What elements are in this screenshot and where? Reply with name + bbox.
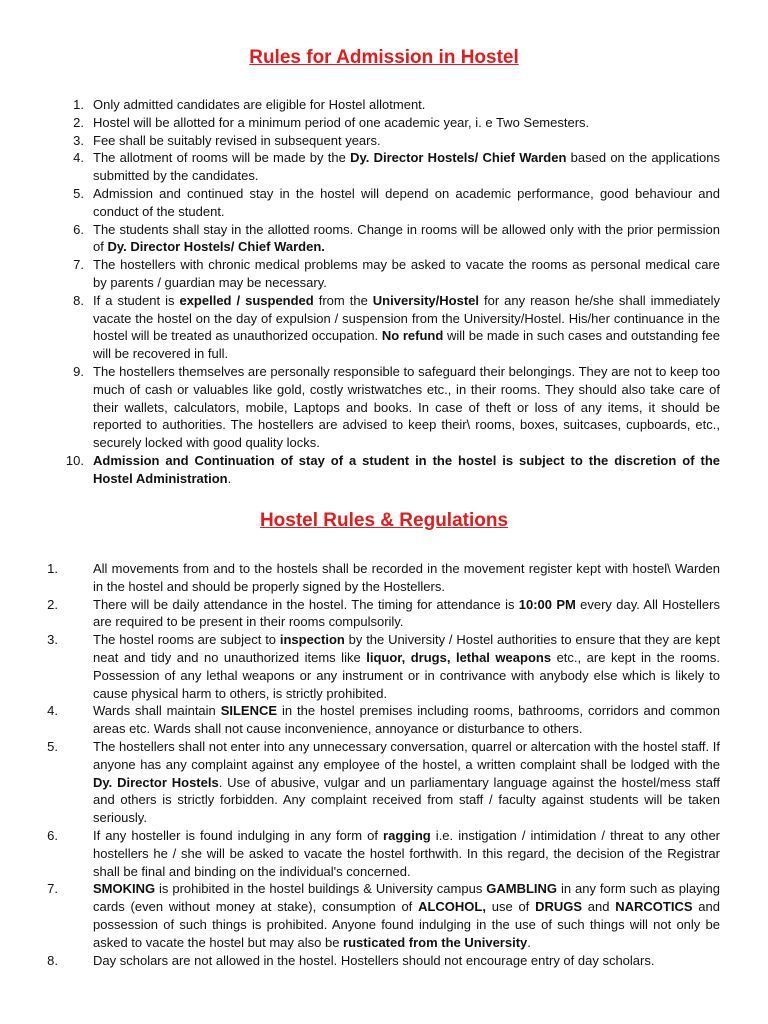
admission-rules-list — [0, 96, 768, 488]
item-text: If a student is — [93, 292, 180, 308]
item-text-bold: SMOKING — [93, 881, 156, 897]
list-item — [0, 952, 768, 970]
hostel-regulations-title: Hostel Rules & Regulations — [259, 510, 509, 531]
list-item — [0, 827, 768, 880]
item-number: 2. — [47, 596, 58, 612]
item-text: If any hosteller is found indulging in any form of — [93, 827, 384, 843]
item-text: The students shall stay in the allotted rooms. Change in rooms will be allowed only with the prior permission of — [93, 221, 720, 255]
item-text: Fee shall be suitably revised in subsequent years. — [93, 132, 381, 148]
list-item — [0, 114, 768, 132]
item-text: by the University / Hostel authorities to ensure that they are kept neat and tidy and no unauthorized items like — [93, 632, 720, 665]
list-item — [0, 256, 768, 292]
list-item — [0, 452, 768, 488]
item-text: Wards shall maintain — [93, 703, 221, 719]
item-number: 6. — [47, 827, 58, 843]
list-item — [0, 221, 768, 257]
item-number: 1. — [47, 561, 58, 576]
item-text-bold: Dy. Director Hostels/ Chief Warden — [350, 150, 567, 166]
item-text-bold: GAMBLING — [486, 881, 558, 897]
item-text: will be made in such cases and outstanding fee will be recovered in full. — [93, 328, 720, 362]
item-text: use of — [485, 899, 536, 915]
item-number: 1. — [73, 97, 84, 112]
item-text: every day. All Hostellers are required to be present in their rooms compulsorily. — [93, 596, 720, 630]
item-number: 7. — [47, 881, 58, 897]
item-text: and possession of such things is prohibited. Anyone found indulging in the use of such things will not only be asked to vacate the hostel but may also be — [93, 899, 720, 950]
item-number: 5. — [73, 185, 84, 201]
item-text-bold: NARCOTICS — [615, 899, 693, 915]
item-text: i.e. instigation / intimidation / threat to any other hostellers he / she will be asked to vacate the hostel forthwith. In this regard, the decision of the Registrar shall be final and binding on the individual's concerned. — [93, 827, 721, 879]
item-text-bold: expelled / suspended — [179, 292, 314, 308]
item-text: from the — [313, 292, 373, 308]
item-number: 6. — [73, 221, 84, 237]
item-text: The hostellers themselves are personally responsible to safeguard their belongings. They are not to keep too much of cash or valuables like gold, costly wristwatches etc., in their rooms. They should also take care of their wallets, calculators, mobile, Laptops and books. In case of theft or loss of any items, it should be reported to authorities. The hostellers are advised to keep their\ rooms, boxes, suitcases, cupboards, etc., securely locked with good quality locks. — [93, 363, 720, 451]
item-text-bold: ALCOHOL, — [418, 899, 486, 915]
list-item — [0, 132, 768, 150]
item-number: 3. — [73, 132, 84, 148]
item-text: based on the applications submitted by the candidates. — [93, 150, 720, 184]
list-item — [0, 702, 768, 738]
list-item — [0, 363, 768, 452]
item-number: 9. — [73, 363, 84, 379]
item-text: etc., are kept in the rooms. Possession of any lethal weapons or any instrument or in contrivance with anybody else which is likely to cause physical harm to others, is strictly prohibited. — [93, 649, 720, 701]
item-text: and — [582, 899, 616, 915]
admission-rules-title: Rules for Admission in Hostel — [249, 47, 519, 68]
item-text-bold: DRUGS — [535, 899, 583, 915]
item-number: 7. — [73, 257, 84, 273]
item-text: . Use of abusive, vulgar and un parliamentary language against the hostel/mess staff and others is strictly forbidden. Any complaint received from staff / faculty against students will be taken seriously. — [93, 774, 721, 826]
item-text: The hostel rooms are subject to — [93, 632, 280, 648]
item-text-bold: SILENCE — [220, 703, 278, 719]
list-item — [0, 292, 768, 363]
list-item — [0, 631, 768, 702]
item-number: 4. — [47, 703, 58, 719]
item-text: in the hostel premises including rooms, bathrooms, corridors and common areas etc. Wards shall not cause inconvenience, annoyance or disturbance to others. — [93, 703, 720, 737]
list-item — [0, 96, 768, 114]
item-text: The hostellers with chronic medical problems may be asked to vacate the rooms as personal medical care by parents / guardian may be necessary. — [93, 257, 720, 290]
list-item — [0, 560, 768, 596]
item-text: Day scholars are not allowed in the hostel. Hostellers should not encourage entry of day scholars. — [93, 952, 655, 968]
item-number: 4. — [73, 150, 84, 166]
item-text: The hostellers shall not enter into any unnecessary conversation, quarrel or altercation with the hostel staff. If anyone has any complaint against any employee of the hostel, a written complaint shall be lodged with the — [93, 738, 720, 772]
item-number: 5. — [47, 738, 58, 754]
list-item — [0, 185, 768, 221]
item-text: Only admitted candidates are eligible for Hostel allotment. — [93, 97, 426, 112]
item-text: There will be daily attendance in the hostel. The timing for attendance is — [93, 596, 519, 612]
item-number: 2. — [73, 114, 84, 130]
list-item — [0, 880, 768, 951]
item-text: Admission and continued stay in the hostel will depend on academic performance, good behaviour and conduct of the student. — [93, 185, 720, 219]
item-text-bold: Admission and Continuation of stay of a student in the hostel is subject to the discretion of the Hostel Administration — [93, 452, 720, 486]
item-text-bold: ragging — [383, 827, 431, 843]
hostel-regulations-list — [0, 560, 768, 969]
item-text: All movements from and to the hostels shall be recorded in the movement register kept with hostel\ Warden in the hostel and should be properly signed by the Hostellers. — [93, 561, 720, 594]
item-text: . — [527, 934, 531, 950]
item-text: . — [227, 470, 232, 486]
item-text-bold: rusticated from the University — [343, 934, 528, 950]
list-item — [0, 149, 768, 185]
item-text-bold: Dy. Director Hostels — [93, 774, 219, 790]
item-text: Hostel will be allotted for a minimum period of one academic year, i. e Two Semesters. — [93, 114, 590, 130]
item-text-bold: liquor, drugs, lethal weapons — [366, 649, 552, 665]
list-item — [0, 738, 768, 827]
item-number: 8. — [73, 292, 84, 308]
item-text-bold: Dy. Director Hostels/ Chief Warden. — [107, 239, 325, 255]
item-text-bold: 10:00 PM — [518, 596, 576, 612]
list-item — [0, 596, 768, 632]
item-text: The allotment of rooms will be made by the — [93, 150, 351, 166]
item-text: for any reason he/she shall immediately vacate the hostel on the day of expulsion / suspension from the University/Hostel. His/her continuance in the hostel will be treated as unauthorized occupation. — [93, 292, 720, 344]
item-text: is prohibited in the hostel buildings & University campus — [155, 881, 487, 897]
item-text: in any form such as playing cards (even without money at stake), consumption of — [93, 881, 721, 915]
item-text-bold: inspection — [279, 632, 345, 648]
item-number: 3. — [47, 632, 58, 648]
item-text-bold: No refund — [381, 328, 444, 344]
item-number: 10. — [65, 452, 84, 468]
item-text-bold: University/Hostel — [372, 292, 479, 308]
item-number: 8. — [47, 952, 58, 968]
